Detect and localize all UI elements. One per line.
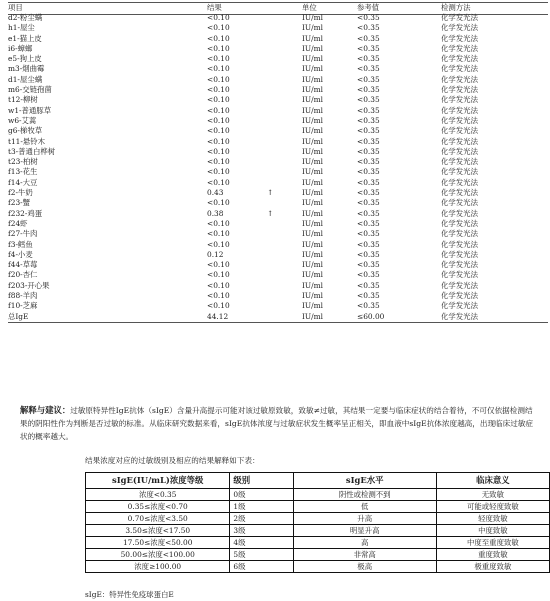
result-item: f203-开心果 xyxy=(8,280,50,290)
result-reference: <0.35 xyxy=(357,239,380,249)
result-reference: <0.35 xyxy=(357,136,380,146)
result-item: f20-杏仁 xyxy=(8,270,38,280)
result-method: 化学发光法 xyxy=(441,208,478,218)
result-unit: IU/ml xyxy=(302,270,324,280)
result-reference: <0.35 xyxy=(357,270,380,280)
result-method: 化学发光法 xyxy=(441,105,478,115)
result-item: h1-屋尘 xyxy=(8,23,35,33)
result-reference: <0.35 xyxy=(357,43,380,53)
result-method: 化学发光法 xyxy=(441,43,478,53)
result-reference: <0.35 xyxy=(357,105,380,115)
result-value: <0.10 xyxy=(207,33,230,43)
result-item: w6-艾蒿 xyxy=(8,115,37,125)
result-method: 化学发光法 xyxy=(441,126,478,136)
result-row xyxy=(8,34,548,44)
result-value: <0.10 xyxy=(207,260,230,270)
result-row xyxy=(8,240,548,250)
result-value: <0.10 xyxy=(207,167,230,177)
grade-level: 5级 xyxy=(230,549,293,561)
grade-range: 3.50≤浓度<17.50 xyxy=(86,525,230,537)
result-method: 化学发光法 xyxy=(441,157,478,167)
result-unit: IU/ml xyxy=(302,291,324,301)
result-item: d2-粉尘螨 xyxy=(8,13,43,22)
result-row xyxy=(8,167,548,177)
result-item: t3-普通白桦树 xyxy=(8,146,56,156)
grade-meaning: 中度至重度致敏 xyxy=(436,537,549,549)
result-value: <0.10 xyxy=(207,43,230,53)
result-method: 化学发光法 xyxy=(441,136,478,146)
header-item: 项目 xyxy=(8,3,23,12)
result-item: f14-大豆 xyxy=(8,177,38,187)
result-row xyxy=(8,229,548,239)
result-item: f232-鸡蛋 xyxy=(8,208,43,218)
grade-header-level: 级别 xyxy=(230,473,293,489)
result-method: 化学发光法 xyxy=(441,95,478,105)
grade-row xyxy=(86,513,550,525)
result-row xyxy=(8,270,548,280)
result-value: <0.10 xyxy=(207,177,230,187)
result-method: 化学发光法 xyxy=(441,33,478,43)
result-reference: <0.35 xyxy=(357,188,380,198)
grade-level: 4级 xyxy=(230,537,293,549)
grade-range: 50.00≤浓度<100.00 xyxy=(86,549,230,561)
result-unit: IU/ml xyxy=(302,126,324,136)
result-row xyxy=(8,301,548,311)
result-method: 化学发光法 xyxy=(441,229,478,239)
grade-meaning: 极重度致敏 xyxy=(436,561,549,573)
result-item: e1-猫上皮 xyxy=(8,33,42,43)
result-value: 0.38 xyxy=(207,208,224,218)
result-value: <0.10 xyxy=(207,229,230,239)
interpretation-label: 解释与建议： xyxy=(20,405,71,415)
result-row xyxy=(8,147,548,157)
result-value: <0.10 xyxy=(207,291,230,301)
grade-meaning: 轻度致敏 xyxy=(436,513,549,525)
interpretation-section xyxy=(20,404,540,443)
grade-header-meaning: 临床意义 xyxy=(436,473,549,489)
result-value: <0.10 xyxy=(207,74,230,84)
result-method: 化学发光法 xyxy=(441,64,478,74)
result-row xyxy=(8,106,548,116)
result-item: f2-牛奶 xyxy=(8,188,33,198)
result-reference: <0.35 xyxy=(357,33,380,43)
result-unit: IU/ml xyxy=(302,85,324,95)
result-row xyxy=(8,209,548,219)
grade-table-title: 结果浓度对应的过敏级别及相应的结果解释如下表： xyxy=(85,456,260,465)
result-reference: <0.35 xyxy=(357,157,380,167)
result-method: 化学发光法 xyxy=(441,280,478,290)
result-unit: IU/ml xyxy=(302,208,324,218)
result-unit: IU/ml xyxy=(302,188,324,198)
result-row xyxy=(8,157,548,167)
header-result: 结果 xyxy=(207,3,222,12)
result-method: 化学发光法 xyxy=(441,177,478,187)
result-reference: <0.35 xyxy=(357,95,380,105)
result-item: i6-蟑螂 xyxy=(8,43,33,53)
result-unit: IU/ml xyxy=(302,43,324,53)
result-method: 化学发光法 xyxy=(441,260,478,270)
result-value: <0.10 xyxy=(207,157,230,167)
grade-header-range: sIgE(IU/mL)浓度等级 xyxy=(86,473,230,489)
result-item: 总IgE xyxy=(8,311,29,321)
result-value: <0.10 xyxy=(207,239,230,249)
result-method: 化学发光法 xyxy=(441,146,478,156)
result-unit: IU/ml xyxy=(302,115,324,125)
result-value: <0.10 xyxy=(207,105,230,115)
result-item: t11-悬铃木 xyxy=(8,136,46,146)
result-method: 化学发光法 xyxy=(441,13,478,22)
grade-level: 0级 xyxy=(230,489,293,501)
grade-slge-level: 阴性或检测不到 xyxy=(293,489,436,501)
result-reference: <0.35 xyxy=(357,260,380,270)
result-method: 化学发光法 xyxy=(441,301,478,311)
result-row xyxy=(8,75,548,85)
result-flag: ↑ xyxy=(267,188,274,198)
result-method: 化学发光法 xyxy=(441,54,478,64)
result-row xyxy=(8,312,548,322)
grade-header-slge: sIgE水平 xyxy=(293,473,436,489)
grade-meaning: 中度致敏 xyxy=(436,525,549,537)
result-row xyxy=(8,250,548,260)
result-reference: <0.35 xyxy=(357,64,380,74)
grade-meaning: 可能或轻度致敏 xyxy=(436,501,549,513)
grade-row xyxy=(86,489,550,501)
grade-row xyxy=(86,501,550,513)
grade-table-body xyxy=(86,489,550,573)
header-method: 检测方法 xyxy=(441,3,471,12)
result-row xyxy=(8,126,548,136)
result-reference: <0.35 xyxy=(357,167,380,177)
result-row xyxy=(8,281,548,291)
header-unit: 单位 xyxy=(302,3,317,12)
grade-footnote: sIgE：特异性免疫球蛋白E xyxy=(85,590,174,599)
result-unit: IU/ml xyxy=(302,198,324,208)
result-unit: IU/ml xyxy=(302,95,324,105)
result-method: 化学发光法 xyxy=(441,270,478,280)
result-item: g6-梯牧草 xyxy=(8,126,43,136)
result-row xyxy=(8,260,548,270)
result-value: <0.10 xyxy=(207,218,230,228)
grade-row xyxy=(86,537,550,549)
result-row xyxy=(8,219,548,229)
result-reference: <0.35 xyxy=(357,249,380,259)
result-value: <0.10 xyxy=(207,54,230,64)
result-item: f4-小麦 xyxy=(8,249,33,259)
result-value: <0.10 xyxy=(207,126,230,136)
result-method: 化学发光法 xyxy=(441,198,478,208)
result-item: f23-蟹 xyxy=(8,198,31,208)
result-value: <0.10 xyxy=(207,146,230,156)
result-method: 化学发光法 xyxy=(441,311,478,321)
result-row xyxy=(8,54,548,64)
grade-row xyxy=(86,525,550,537)
result-unit: IU/ml xyxy=(302,260,324,270)
result-unit: IU/ml xyxy=(302,136,324,146)
interpretation-text: 过敏原特异性IgE抗体（sIgE）含量升高提示可能对该过敏原致敏，致敏≠过敏，其结果一定要与临床症状的结合着待，不可仅依据检测结果的阴阳性作为判断是否过敏的标准。从临床研究数据来看，sIgE抗体浓度与过敏症状发生概率呈正相关，即血液中sIgE抗体浓度越高，出现临床过敏症状的概率越大。 xyxy=(20,406,534,441)
result-row xyxy=(8,198,548,208)
result-unit: IU/ml xyxy=(302,229,324,239)
grade-slge-level: 明显升高 xyxy=(293,525,436,537)
result-unit: IU/ml xyxy=(302,13,324,22)
results-table xyxy=(8,2,548,323)
result-item: m6-交链孢菌 xyxy=(8,85,52,95)
result-method: 化学发光法 xyxy=(441,249,478,259)
result-value: <0.10 xyxy=(207,115,230,125)
result-method: 化学发光法 xyxy=(441,85,478,95)
result-reference: <0.35 xyxy=(357,74,380,84)
result-unit: IU/ml xyxy=(302,23,324,33)
result-method: 化学发光法 xyxy=(441,74,478,84)
result-unit: IU/ml xyxy=(302,218,324,228)
result-item: f44-草莓 xyxy=(8,260,38,270)
grade-slge-level: 升高 xyxy=(293,513,436,525)
result-method: 化学发光法 xyxy=(441,188,478,198)
result-reference: <0.35 xyxy=(357,126,380,136)
result-item: f24虾 xyxy=(8,218,28,228)
grade-range: 0.70≤浓度<3.50 xyxy=(86,513,230,525)
result-unit: IU/ml xyxy=(302,311,324,321)
results-header-row xyxy=(8,2,548,13)
result-value: <0.10 xyxy=(207,270,230,280)
result-reference: <0.35 xyxy=(357,13,380,22)
result-row xyxy=(8,85,548,95)
result-item: f13-花生 xyxy=(8,167,38,177)
result-reference: <0.35 xyxy=(357,280,380,290)
result-value: 0.12 xyxy=(207,249,224,259)
result-reference: <0.35 xyxy=(357,23,380,33)
result-item: t12-柳树 xyxy=(8,95,38,105)
result-item: f3-鳕鱼 xyxy=(8,239,33,249)
result-item: f10-芝麻 xyxy=(8,301,38,311)
grade-range: 0.35≤浓度<0.70 xyxy=(86,501,230,513)
result-item: w1-普通豚草 xyxy=(8,105,52,115)
result-item: m3-烟曲霉 xyxy=(8,64,45,74)
result-value: <0.10 xyxy=(207,280,230,290)
result-reference: <0.35 xyxy=(357,85,380,95)
bottom-rule xyxy=(8,322,548,323)
result-unit: IU/ml xyxy=(302,54,324,64)
result-value: <0.10 xyxy=(207,136,230,146)
grade-level: 2级 xyxy=(230,513,293,525)
result-reference: <0.35 xyxy=(357,291,380,301)
result-method: 化学发光法 xyxy=(441,23,478,33)
result-item: d1-屋尘螨 xyxy=(8,74,43,84)
grade-meaning: 重度致敏 xyxy=(436,549,549,561)
result-value: <0.10 xyxy=(207,23,230,33)
result-item: e5-狗上皮 xyxy=(8,54,42,64)
grade-header-row xyxy=(86,473,550,489)
result-value: 0.43 xyxy=(207,188,224,198)
grade-row xyxy=(86,561,550,573)
result-value: <0.10 xyxy=(207,95,230,105)
result-value: 44.12 xyxy=(207,311,229,321)
result-reference: <0.35 xyxy=(357,54,380,64)
result-method: 化学发光法 xyxy=(441,167,478,177)
grade-level: 1级 xyxy=(230,501,293,513)
result-item: f88-羊肉 xyxy=(8,291,38,301)
grade-row xyxy=(86,549,550,561)
result-row xyxy=(8,137,548,147)
result-value: <0.10 xyxy=(207,13,230,22)
grade-meaning: 无致敏 xyxy=(436,489,549,501)
result-reference: <0.35 xyxy=(357,208,380,218)
result-value: <0.10 xyxy=(207,85,230,95)
grade-slge-level: 极高 xyxy=(293,561,436,573)
result-item: t23-柏树 xyxy=(8,157,38,167)
result-reference: ≤60.00 xyxy=(357,311,385,321)
grade-range: 浓度≥100.00 xyxy=(86,561,230,573)
grade-range: 浓度<0.35 xyxy=(86,489,230,501)
result-method: 化学发光法 xyxy=(441,239,478,249)
result-row xyxy=(8,291,548,301)
result-value: <0.10 xyxy=(207,198,230,208)
result-reference: <0.35 xyxy=(357,177,380,187)
grade-table xyxy=(85,472,550,573)
result-method: 化学发光法 xyxy=(441,218,478,228)
grade-slge-level: 非常高 xyxy=(293,549,436,561)
result-reference: <0.35 xyxy=(357,229,380,239)
grade-level: 6级 xyxy=(230,561,293,573)
result-unit: IU/ml xyxy=(302,177,324,187)
result-reference: <0.35 xyxy=(357,115,380,125)
result-reference: <0.35 xyxy=(357,301,380,311)
result-row xyxy=(8,44,548,54)
result-reference: <0.35 xyxy=(357,198,380,208)
result-row xyxy=(8,178,548,188)
result-method: 化学发光法 xyxy=(441,291,478,301)
result-row xyxy=(8,13,548,23)
result-unit: IU/ml xyxy=(302,167,324,177)
result-unit: IU/ml xyxy=(302,249,324,259)
result-flag: ↑ xyxy=(267,208,274,218)
result-row xyxy=(8,116,548,126)
grade-range: 17.50≤浓度<50.00 xyxy=(86,537,230,549)
grade-level: 3级 xyxy=(230,525,293,537)
result-unit: IU/ml xyxy=(302,157,324,167)
result-unit: IU/ml xyxy=(302,146,324,156)
result-unit: IU/ml xyxy=(302,105,324,115)
result-unit: IU/ml xyxy=(302,74,324,84)
result-unit: IU/ml xyxy=(302,239,324,249)
result-reference: <0.35 xyxy=(357,218,380,228)
result-unit: IU/ml xyxy=(302,33,324,43)
result-row xyxy=(8,23,548,33)
grade-slge-level: 低 xyxy=(293,501,436,513)
result-row xyxy=(8,95,548,105)
result-unit: IU/ml xyxy=(302,64,324,74)
result-value: <0.10 xyxy=(207,64,230,74)
result-item: f27-牛肉 xyxy=(8,229,38,239)
result-value: <0.10 xyxy=(207,301,230,311)
result-unit: IU/ml xyxy=(302,280,324,290)
result-reference: <0.35 xyxy=(357,146,380,156)
result-row xyxy=(8,188,548,198)
result-unit: IU/ml xyxy=(302,301,324,311)
results-body xyxy=(8,13,548,323)
header-reference: 参考值 xyxy=(357,3,380,12)
result-method: 化学发光法 xyxy=(441,115,478,125)
result-row xyxy=(8,64,548,74)
grade-slge-level: 高 xyxy=(293,537,436,549)
